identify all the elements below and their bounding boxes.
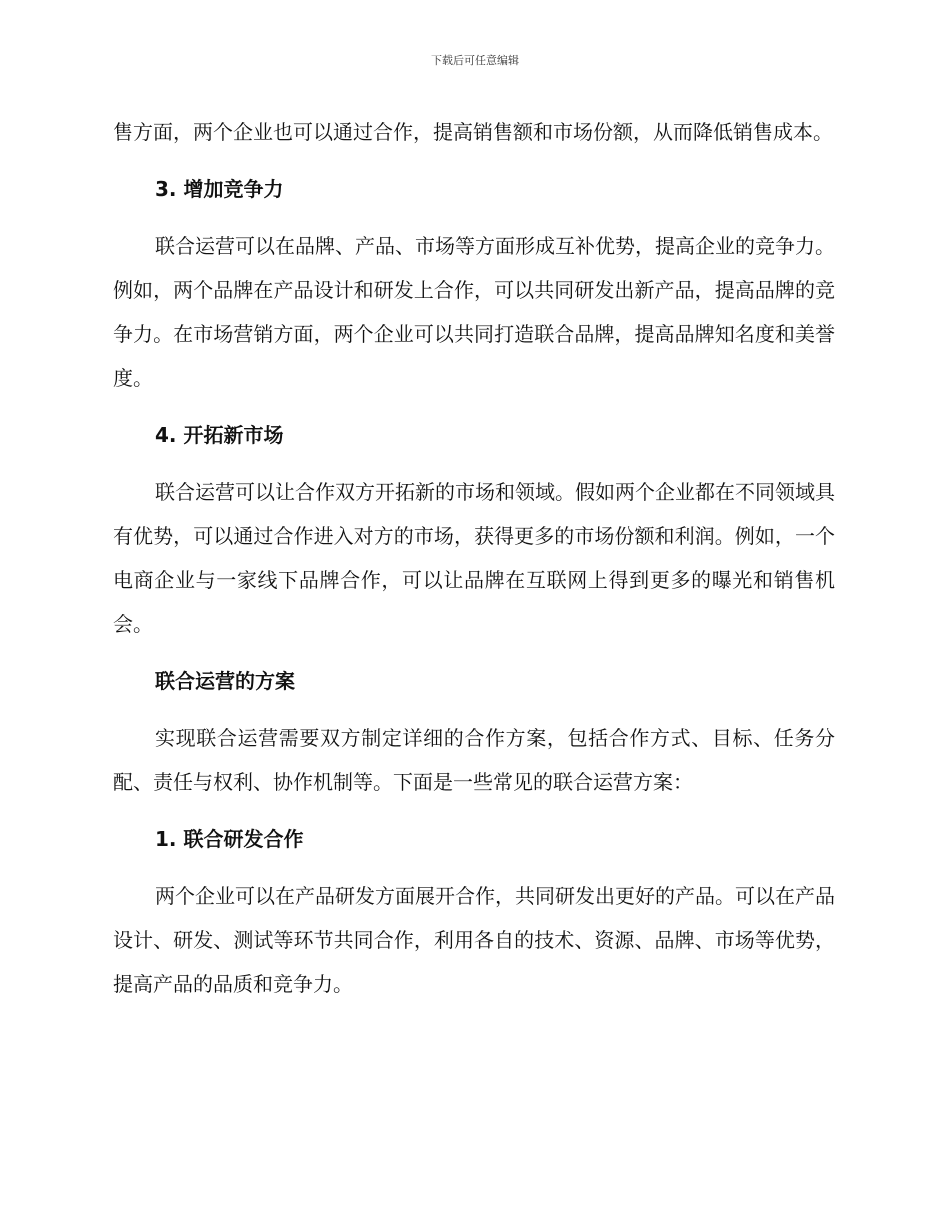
page-header: 下载后可任意编辑 <box>431 54 519 67</box>
paragraph-joint-operation-plan: 实现联合运营需要双方制定详细的合作方案，包括合作方式、目标、任务分配、责任与权利、协作机制等。下面是一些常见的联合运营方案： <box>113 726 835 794</box>
heading-increase-competitiveness: 3. 增加竞争力 <box>155 177 284 201</box>
paragraph-competitiveness: 联合运营可以在品牌、产品、市场等方面形成互补优势，提高企业的竞争力。例如，两个品牌在产品设计和研发上合作，可以共同研发出新产品，提高品牌的竞争力。在市场营销方面，两个企业可以共同打造联合品牌，提高品牌知名度和美誉度。 <box>113 234 835 390</box>
heading-joint-operation-plan: 联合运营的方案 <box>155 669 295 693</box>
heading-joint-rd: 1. 联合研发合作 <box>155 827 304 851</box>
paragraph-new-markets: 联合运营可以让合作双方开拓新的市场和领域。假如两个企业都在不同领域具有优势，可以通过合作进入对方的市场，获得更多的市场份额和利润。例如，一个电商企业与一家线下品牌合作，可以让品牌在互联网上得到更多的曝光和销售机会。 <box>113 480 835 636</box>
heading-new-markets: 4. 开拓新市场 <box>155 423 284 447</box>
paragraph-sales-cost: 售方面，两个企业也可以通过合作，提高销售额和市场份额，从而降低销售成本。 <box>113 120 833 144</box>
document-body <box>113 110 835 1006</box>
paragraph-joint-rd: 两个企业可以在产品研发方面展开合作，共同研发出更好的产品。可以在产品设计、研发、测试等环节共同合作，利用各自的技术、资源、品牌、市场等优势，提高产品的品质和竞争力。 <box>113 884 835 996</box>
